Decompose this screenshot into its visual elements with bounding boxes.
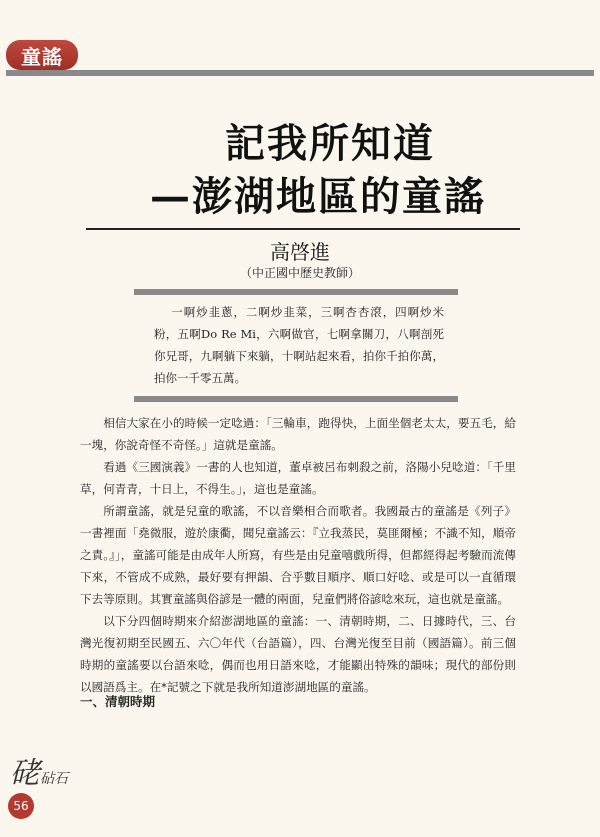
logo-char: 硓 — [10, 756, 40, 791]
section-heading: 一、清朝時期 — [80, 694, 156, 709]
paragraph: 相信大家在小的時候一定唸過：「三輪車，跑得快，上面坐個老太太，要五毛，給一塊，你說奇怪不奇怪。」這就是童謠。 — [80, 416, 516, 452]
quote-rule-top — [134, 289, 458, 295]
page-number: 56 — [8, 793, 34, 819]
nursery-rhyme-quote: 一啊炒韭蔥，二啊炒韭菜，三啊杏杏滾，四啊炒米粉，五啊Do Re Mi，六啊做官，七啊拿關刀，八啊剖死你兄哥，九啊躺下來躺，十啊站起來看，拍你千拍你萬，拍你一千零五萬。 — [154, 305, 444, 385]
paragraph: 看過《三國演義》一書的人也知道，董卓被呂布刺殺之前，洛陽小兒唸道：「千里草，何青青，十日上，不得生。」，這也是童謠。 — [80, 460, 516, 496]
author-affiliation: （中正國中歷史教師） — [239, 266, 360, 280]
logo-subtext: 砧石 — [40, 771, 68, 787]
title-line-1: 記我所知道 — [225, 120, 435, 167]
article-body — [80, 412, 516, 698]
author-name: 高啓進 — [270, 240, 330, 264]
paragraph: 以下分四個時期來介紹澎湖地區的童謠：一、清朝時期，二、日據時代，三、台灣光復初期至民國五、六〇年代（台語篇），四、台灣光復至目前（國語篇）。前三個時期的童謠要以台語來唸，偶而也用日語來唸，才能顯出特殊的韻味；現代的部份則以國語爲主。在*記號之下就是我所知道澎湖地區的童謠。 — [80, 614, 516, 694]
title-line-2: —澎湖地區的童謠 — [150, 173, 486, 220]
title-divider — [86, 228, 520, 230]
section-tag: 童謠 — [6, 40, 78, 70]
paragraph: 所謂童謠，就是兒童的歌謠，不以音樂相合而歌者。我國最古的童謠是《列子》一書裡面「堯微服，遊於康衢，聞兒童謠云：『立我蒸民，莫匪爾極；不識不知，順帝之責。』」，童謠可能是由成年人所寫，有些是由兒童嘻戲所得，但都經得起考驗而流傳下來，不管成不成熟，最好要有押韻、合乎數目順序、順口好唸、或是可以一直循環下去等原則。其實童謠與俗諺是一體的兩面，兒童們將俗諺唸來玩，這也就是童謠。 — [80, 504, 516, 606]
magazine-logo — [10, 748, 68, 792]
quote-rule-bottom — [134, 396, 458, 402]
header-rule — [6, 70, 594, 76]
